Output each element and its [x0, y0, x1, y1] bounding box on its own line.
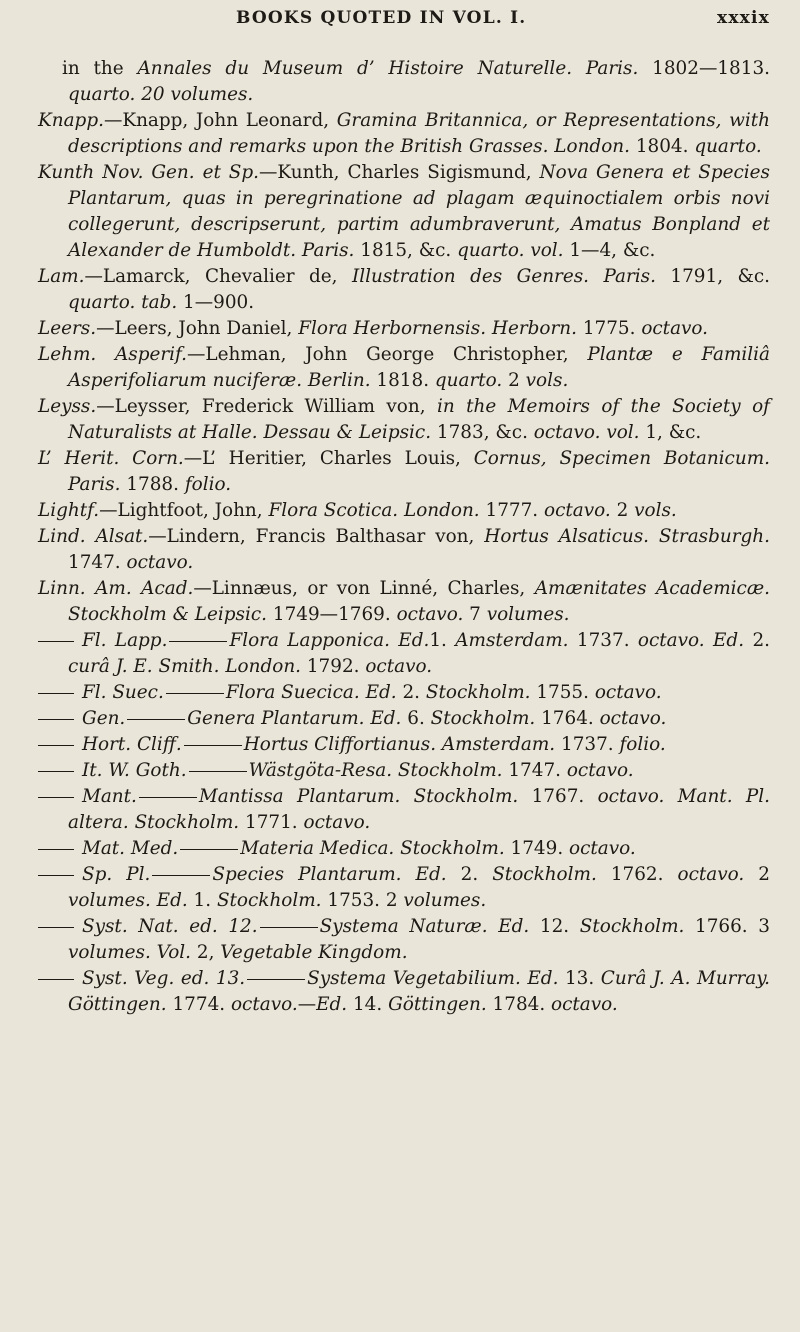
- entry-text: Stockholm.: [216, 890, 322, 911]
- entry-text: 1753. 2: [321, 890, 404, 911]
- entry-text: Leyss.: [38, 396, 97, 417]
- entry-text: volumes.: [403, 890, 487, 911]
- entry-text: 1764.: [535, 708, 600, 729]
- running-title: BOOKS QUOTED IN VOL. I.: [236, 8, 527, 28]
- entry-text: volumes.: [486, 604, 570, 625]
- entry-text: —Leers, John Daniel,: [96, 318, 299, 339]
- entry-text: octavo.: [551, 994, 618, 1015]
- bibliography-entry: [38, 316, 770, 342]
- entry-text: 1788.: [120, 474, 185, 495]
- page-number: xxxix: [717, 8, 770, 28]
- entry-text: 2.: [446, 864, 493, 885]
- entry-abbreviation: Gen.: [82, 708, 126, 729]
- entry-rule: [169, 641, 227, 642]
- bibliography-entry: [38, 966, 770, 1018]
- entry-text: Lind. Alsat.: [38, 526, 149, 547]
- entry-text: 6.: [401, 708, 431, 729]
- entry-abbreviation: Mat. Med.: [82, 838, 179, 859]
- entry-text: vols.: [634, 500, 677, 521]
- entry-text: Nova Genera et Species Plantarum, quas in peregrinatione ad plagam æquinoctialem orbis novi collegerunt, descripserunt, partim adumbraverunt, Amatus Bonpland et Alexander de Humboldt. Paris.: [68, 162, 770, 261]
- entry-abbreviation: Syst. Veg. ed. 13.: [82, 968, 246, 989]
- entry-rule: [184, 745, 242, 746]
- entry-text: octavo. Ed.: [637, 630, 745, 651]
- entry-text: Amænitates Academicæ. Stockholm & Leipsic.: [68, 578, 770, 625]
- entry-text: Flora Lapponica. Ed.: [229, 630, 430, 651]
- entry-text: octavo. vol.: [533, 422, 640, 443]
- ditto-dash: [38, 641, 74, 642]
- entry-text: octavo.: [599, 708, 667, 729]
- entry-text: 1762.: [596, 864, 678, 885]
- entry-text: Linn. Am. Acad.: [38, 578, 194, 599]
- entry-text: quarto. 20 volumes.: [68, 84, 254, 105]
- entry-text: —Lamarck, Chevalier de,: [84, 266, 352, 287]
- entry-text: 1784.: [486, 994, 552, 1015]
- entry-rule: [260, 927, 318, 928]
- entry-text: volumes. Vol.: [68, 942, 192, 963]
- entry-text: 13.: [558, 968, 601, 989]
- entry-rule: [139, 797, 197, 798]
- ditto-dash: [38, 693, 74, 694]
- entry-text: 1747.: [68, 552, 127, 573]
- bibliography-entry: [38, 836, 770, 862]
- ditto-dash: [38, 875, 74, 876]
- entry-text: octavo.: [303, 812, 371, 833]
- entry-text: 1.: [187, 890, 217, 911]
- entry-text: 1791, &c.: [655, 266, 771, 287]
- entry-text: Wästgöta-Resa. Stockholm.: [248, 760, 503, 781]
- entry-text: folio.: [619, 734, 666, 755]
- entry-abbreviation: Sp. Pl.: [82, 864, 151, 885]
- entry-text: in the Memoirs of the Society of Naturalists at Halle. Dessau & Leipsic.: [68, 396, 770, 443]
- entry-text: —L’ Heritier, Charles Louis,: [183, 448, 474, 469]
- entry-text: —Leysser, Frederick William von,: [96, 396, 437, 417]
- entry-text: octavo.: [641, 318, 709, 339]
- entry-text: 1737.: [568, 630, 638, 651]
- entry-text: 1749.: [504, 838, 570, 859]
- entry-abbreviation: Fl. Suec.: [82, 682, 164, 703]
- running-header: [38, 8, 770, 56]
- entry-text: octavo.: [396, 604, 464, 625]
- bibliography-entry: [38, 264, 770, 316]
- entry-text: 1—4, &c.: [563, 240, 656, 261]
- ditto-dash: [38, 771, 74, 772]
- entry-text: curâ J. E. Smith. London.: [68, 656, 302, 677]
- entry-text: 2: [502, 370, 526, 391]
- ditto-dash: [38, 927, 74, 928]
- entry-text: octavo.: [566, 760, 634, 781]
- bibliography-entry: [38, 706, 770, 732]
- bibliography-entry: [38, 758, 770, 784]
- entry-rule: [189, 771, 247, 772]
- entry-text: Flora Suecica. Ed.: [225, 682, 397, 703]
- entry-text: 1771.: [239, 812, 304, 833]
- ditto-dash: [38, 849, 74, 850]
- entry-text: —Knapp, John Leonard,: [103, 110, 337, 131]
- entry-text: Plantæ e Familiâ Asperifoliarum nuciferæ. Berlin.: [68, 344, 770, 391]
- entry-text: quarto. vol.: [457, 240, 564, 261]
- bibliography-entry: [38, 862, 770, 914]
- entry-text: Stockholm.: [425, 682, 531, 703]
- entry-text: L’ Herit. Corn.: [38, 448, 184, 469]
- bibliography-entry: [38, 524, 770, 576]
- entry-text: Flora Scotica. London.: [268, 500, 480, 521]
- entry-abbreviation: Hort. Cliff.: [82, 734, 182, 755]
- entry-text: Species Plantarum. Ed.: [212, 864, 447, 885]
- entry-text: 14.: [347, 994, 389, 1015]
- entry-text: folio.: [184, 474, 232, 495]
- ditto-dash: [38, 979, 74, 980]
- entry-text: 2.: [744, 630, 770, 651]
- entry-text: Lam.: [38, 266, 85, 287]
- entry-text: 1749—1769.: [267, 604, 397, 625]
- entry-text: 1—900.: [177, 292, 255, 313]
- bibliography-entry: [38, 56, 770, 108]
- entry-text: Leers.: [38, 318, 97, 339]
- entry-text: volumes. Ed.: [68, 890, 188, 911]
- entry-rule: [247, 979, 305, 980]
- bibliography-entry: [38, 732, 770, 758]
- entry-text: 2.: [396, 682, 426, 703]
- entry-text: Stockholm.: [579, 916, 685, 937]
- entry-text: —: [297, 994, 317, 1015]
- entry-text: Gramina Britannica, or Representations, with descriptions and remarks upon the British Grasses. London.: [68, 110, 770, 157]
- bibliography-entry: [38, 160, 770, 264]
- entry-text: Ed.: [316, 994, 348, 1015]
- entry-text: octavo.: [544, 500, 611, 521]
- bibliography-entry: [38, 342, 770, 394]
- bibliography-entry: [38, 446, 770, 498]
- entry-text: 1775.: [576, 318, 642, 339]
- ditto-dash: [38, 719, 74, 720]
- entry-text: Vegetable Kingdom.: [220, 942, 408, 963]
- bibliography-entry: [38, 784, 770, 836]
- entry-text: 1792.: [301, 656, 366, 677]
- entry-text: 1766. 3: [684, 916, 770, 937]
- entry-text: octavo. Mant. Pl. altera. Stockholm.: [68, 786, 770, 833]
- entry-text: —Kunth, Charles Sigismund,: [259, 162, 540, 183]
- bibliography-entry: [38, 576, 770, 628]
- entry-text: octavo.: [230, 994, 298, 1015]
- entry-text: 2: [610, 500, 635, 521]
- entry-text: Stockholm.: [492, 864, 597, 885]
- entry-text: quarto.: [694, 136, 762, 157]
- entry-text: 1777.: [479, 500, 544, 521]
- bibliography-entry: [38, 498, 770, 524]
- entry-text: Amsterdam.: [455, 630, 569, 651]
- ditto-dash: [38, 745, 74, 746]
- entry-text: Annales du Museum d’ Histoire Naturelle. Paris.: [137, 58, 639, 79]
- bibliography-entry: [38, 914, 770, 966]
- entry-abbreviation: Mant.: [82, 786, 137, 807]
- entry-text: 1802—1813.: [638, 58, 770, 79]
- entry-text: —Lightfoot, John,: [99, 500, 269, 521]
- bibliography-entry: [38, 394, 770, 446]
- entry-text: Cornus, Specimen Botanicum. Paris.: [68, 448, 770, 495]
- entry-abbreviation: Fl. Lapp.: [82, 630, 168, 651]
- entry-text: —Linnæus, or von Linné, Charles,: [193, 578, 535, 599]
- entry-text: Systema Naturæ. Ed.: [319, 916, 530, 937]
- entry-text: octavo.: [677, 864, 745, 885]
- entry-text: —Lehman, John George Christopher,: [187, 344, 588, 365]
- entry-text: 1755.: [530, 682, 595, 703]
- entry-rule: [127, 719, 185, 720]
- entry-text: 1.: [429, 630, 456, 651]
- entry-text: 1737.: [555, 734, 620, 755]
- entry-text: Lehm. Asperif.: [38, 344, 188, 365]
- entry-text: octavo.: [569, 838, 636, 859]
- entry-text: Flora Herbornensis. Herborn.: [298, 318, 577, 339]
- entry-text: vols.: [525, 370, 569, 391]
- entry-text: octavo.: [594, 682, 662, 703]
- entry-text: Materia Medica. Stockholm.: [240, 838, 505, 859]
- entry-text: 1783, &c.: [431, 422, 534, 443]
- entry-text: Curâ J. A. Murray. Göttingen.: [68, 968, 771, 1015]
- bibliography-entry: [38, 680, 770, 706]
- entry-abbreviation: Syst. Nat. ed. 12.: [82, 916, 258, 937]
- entry-abbreviation: It. W. Goth.: [82, 760, 187, 781]
- entry-rule: [166, 693, 224, 694]
- entry-text: octavo.: [365, 656, 433, 677]
- entry-text: octavo.: [126, 552, 194, 573]
- entry-text: Illustration des Genres. Paris.: [351, 266, 656, 287]
- entry-text: Kunth Nov. Gen. et Sp.: [38, 162, 260, 183]
- entry-text: Hortus Alsaticus. Strasburgh.: [484, 526, 770, 547]
- bibliography-entry: [38, 108, 770, 160]
- entry-text: 2: [744, 864, 770, 885]
- ditto-dash: [38, 797, 74, 798]
- entry-text: quarto.: [434, 370, 503, 391]
- entry-text: Mantissa Plantarum. Stockholm.: [198, 786, 519, 807]
- entry-text: 1747.: [502, 760, 567, 781]
- entry-text: Genera Plantarum. Ed.: [187, 708, 402, 729]
- entry-text: Lightf.: [38, 500, 100, 521]
- entry-text: 7: [463, 604, 487, 625]
- bibliography-list: [38, 56, 770, 1018]
- entry-text: in the: [62, 58, 138, 79]
- entry-text: 1804.: [629, 136, 695, 157]
- entry-text: Systema Vegetabilium. Ed.: [307, 968, 559, 989]
- entry-text: 1815, &c.: [354, 240, 458, 261]
- entry-text: 1774.: [166, 994, 231, 1015]
- entry-text: 2,: [191, 942, 221, 963]
- entry-text: Hortus Cliffortianus. Amsterdam.: [243, 734, 556, 755]
- bibliography-entry: [38, 628, 770, 680]
- entry-text: 12.: [529, 916, 580, 937]
- entry-text: 1, &c.: [639, 422, 702, 443]
- entry-rule: [180, 849, 238, 850]
- entry-text: Göttingen.: [388, 994, 487, 1015]
- entry-text: Stockholm.: [430, 708, 536, 729]
- entry-text: 1818.: [370, 370, 435, 391]
- entry-text: Knapp.: [38, 110, 104, 131]
- entry-text: —Lindern, Francis Balthasar von,: [148, 526, 485, 547]
- entry-text: 1767.: [518, 786, 598, 807]
- entry-text: quarto. tab.: [68, 292, 178, 313]
- entry-rule: [152, 875, 210, 876]
